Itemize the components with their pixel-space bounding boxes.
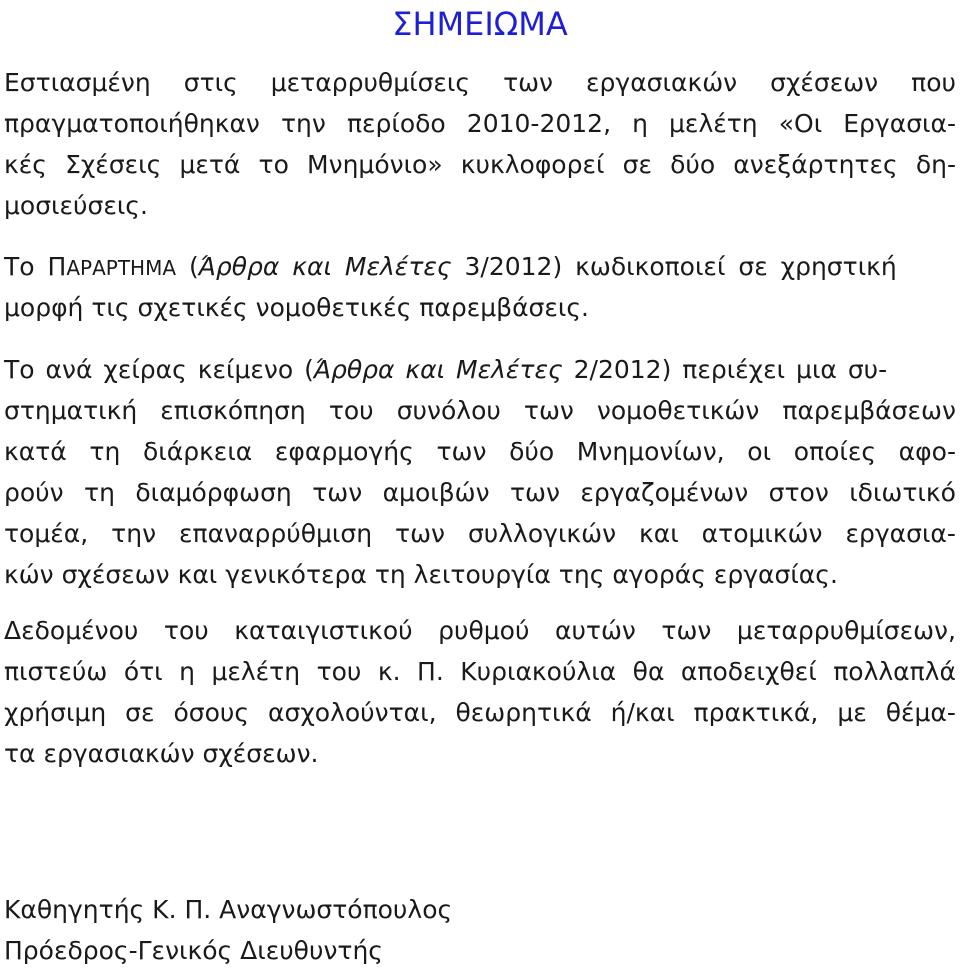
paragraph-3-line-4 bbox=[4, 472, 956, 514]
word: Εργασια- bbox=[843, 109, 956, 138]
word: του bbox=[163, 616, 209, 645]
word: πιστεύω bbox=[4, 657, 108, 686]
word: σε bbox=[622, 150, 652, 179]
paragraph-3-line-1 bbox=[4, 349, 956, 391]
word: μετά bbox=[179, 150, 241, 179]
word: και bbox=[639, 519, 679, 548]
word: στηματική bbox=[4, 396, 138, 425]
word: Μνημόνιο» bbox=[307, 150, 443, 179]
series-title-italic: Άρθρα και Μελέτες bbox=[198, 252, 452, 281]
paragraph-1-line-2 bbox=[4, 103, 956, 145]
paragraph-4-line-3 bbox=[4, 692, 956, 734]
word: οποίες bbox=[793, 437, 877, 466]
word: διαμόρφωση bbox=[135, 478, 292, 507]
word: των bbox=[436, 437, 487, 466]
signature-role: Πρόεδρος-Γενικός Διευθυντής bbox=[4, 936, 383, 965]
word: 2010-2012, bbox=[466, 109, 612, 138]
word: εφαρμογής bbox=[274, 437, 414, 466]
word: χρήσιμη bbox=[4, 698, 107, 727]
word: σχέσεων bbox=[770, 68, 879, 97]
word: ή/και bbox=[610, 698, 675, 727]
word: θέμα- bbox=[885, 698, 956, 727]
word: ρυθμού bbox=[438, 616, 530, 645]
word: Π. bbox=[417, 657, 444, 686]
word: η bbox=[632, 109, 648, 138]
word: θεωρητικά bbox=[455, 698, 592, 727]
paragraph-2-line-1 bbox=[4, 246, 956, 288]
word: των bbox=[312, 478, 363, 507]
word: συλλογικών bbox=[467, 519, 617, 548]
word: δη- bbox=[915, 150, 956, 179]
paragraph-3-pre: Το ανά χείρας κείμενο ( bbox=[4, 355, 314, 384]
word: επισκόπηση bbox=[160, 396, 306, 425]
word: των bbox=[661, 616, 712, 645]
word: στις bbox=[183, 68, 238, 97]
word: την bbox=[280, 109, 326, 138]
word: διάρκεια bbox=[142, 437, 253, 466]
word: κ. bbox=[377, 657, 401, 686]
word: Κυριακούλια bbox=[460, 657, 617, 686]
word: αφο- bbox=[898, 437, 956, 466]
word: του bbox=[328, 396, 374, 425]
word: συνόλου bbox=[396, 396, 501, 425]
word: νομοθετικών bbox=[596, 396, 760, 425]
paragraph-3-line-3 bbox=[4, 431, 956, 473]
series-title-italic-2: Άρθρα και Μελέτες bbox=[313, 355, 563, 384]
annex-smallcaps bbox=[48, 252, 177, 281]
word: Εστιασμένη bbox=[4, 68, 151, 97]
word: ότι bbox=[123, 657, 163, 686]
paragraph-1-line-1 bbox=[4, 62, 956, 104]
annex-cap-first: Π bbox=[47, 252, 67, 281]
word: καταιγιστικού bbox=[234, 616, 413, 645]
signature-name: Καθηγητής Κ. Π. Αναγνωστόπουλος bbox=[4, 895, 453, 924]
word: δύο bbox=[670, 150, 716, 179]
word: ατομικών bbox=[701, 519, 823, 548]
word: σε bbox=[125, 698, 155, 727]
paragraph-3-line-6: κών σχέσεων και γενικότερα τη λειτουργία της αγοράς εργασίας. bbox=[4, 560, 838, 589]
paragraph-1-line-3 bbox=[4, 144, 956, 186]
paragraph-2-post: 3/2012) κωδικοποιεί σε χρηστική bbox=[464, 252, 897, 281]
annex-cap-rest: ΑΡΑΡΤΗΜΑ bbox=[66, 256, 177, 280]
word: ασχολούνται, bbox=[268, 698, 437, 727]
word: των bbox=[395, 519, 445, 548]
word: τη bbox=[84, 478, 115, 507]
word: Μνημονίων, bbox=[576, 437, 725, 466]
word: τη bbox=[89, 437, 121, 466]
word: στον bbox=[768, 478, 829, 507]
word: εργαζομένων bbox=[580, 478, 749, 507]
word: τομέα, bbox=[4, 519, 89, 548]
word: μελέτη bbox=[211, 657, 301, 686]
paragraph-3-line-2 bbox=[4, 390, 956, 432]
word: ανεξάρτητες bbox=[733, 150, 898, 179]
word: κυκλοφορεί bbox=[460, 150, 605, 179]
paragraph-4-line-4: τα εργασιακών σχέσεων. bbox=[4, 739, 319, 768]
paragraph-2-paren: (Άρθρα και Μελέτες bbox=[188, 252, 452, 281]
word: Σχέσεις bbox=[65, 150, 162, 179]
word: την bbox=[111, 519, 157, 548]
paragraph-2-line-2: μορφή τις σχετικές νομοθετικές παρεμβάσεις. bbox=[4, 293, 589, 322]
word: παρεμβάσεων bbox=[782, 396, 956, 425]
word: όσους bbox=[173, 698, 250, 727]
paragraph-3-post: 2/2012) περιέχει μια συ- bbox=[573, 355, 888, 384]
paragraph-2-pre: Το bbox=[4, 252, 35, 281]
word: επαναρρύθμιση bbox=[179, 519, 373, 548]
word: το bbox=[258, 150, 289, 179]
word: των bbox=[503, 68, 554, 97]
word: πραγματοποιήθηκαν bbox=[4, 109, 260, 138]
word: των bbox=[523, 396, 574, 425]
word: ρούν bbox=[4, 478, 64, 507]
word: η bbox=[179, 657, 195, 686]
word: ιδιωτικό bbox=[849, 478, 956, 507]
document-title: ΣΗΜΕΙΩΜΑ bbox=[392, 5, 568, 43]
word: «Οι bbox=[778, 109, 823, 138]
word: των bbox=[510, 478, 560, 507]
word: αμοιβών bbox=[382, 478, 490, 507]
word: αυτών bbox=[554, 616, 636, 645]
word: με bbox=[837, 698, 867, 727]
word: εργασιακών bbox=[586, 68, 738, 97]
word: μελέτη bbox=[669, 109, 758, 138]
word: μεταρρυθμίσεων, bbox=[736, 616, 956, 645]
word: αποδειχθεί bbox=[680, 657, 817, 686]
word: δύο bbox=[509, 437, 555, 466]
paragraph-3-line-5 bbox=[4, 513, 956, 555]
word: του bbox=[316, 657, 362, 686]
word: μεταρρυθμίσεις bbox=[270, 68, 471, 97]
word: κές bbox=[4, 150, 47, 179]
word: πρακτικά, bbox=[693, 698, 819, 727]
word: περίοδο bbox=[346, 109, 446, 138]
paragraph-4-line-2 bbox=[4, 651, 956, 693]
paragraph-4-line-1 bbox=[4, 610, 956, 652]
word: Δεδομένου bbox=[4, 616, 139, 645]
word: εργασια- bbox=[845, 519, 956, 548]
paragraph-1-line-4: μοσιεύσεις. bbox=[4, 191, 148, 220]
word: πολλαπλά bbox=[833, 657, 956, 686]
word: που bbox=[911, 68, 956, 97]
word: θα bbox=[632, 657, 665, 686]
word: οι bbox=[747, 437, 772, 466]
word: κατά bbox=[4, 437, 67, 466]
